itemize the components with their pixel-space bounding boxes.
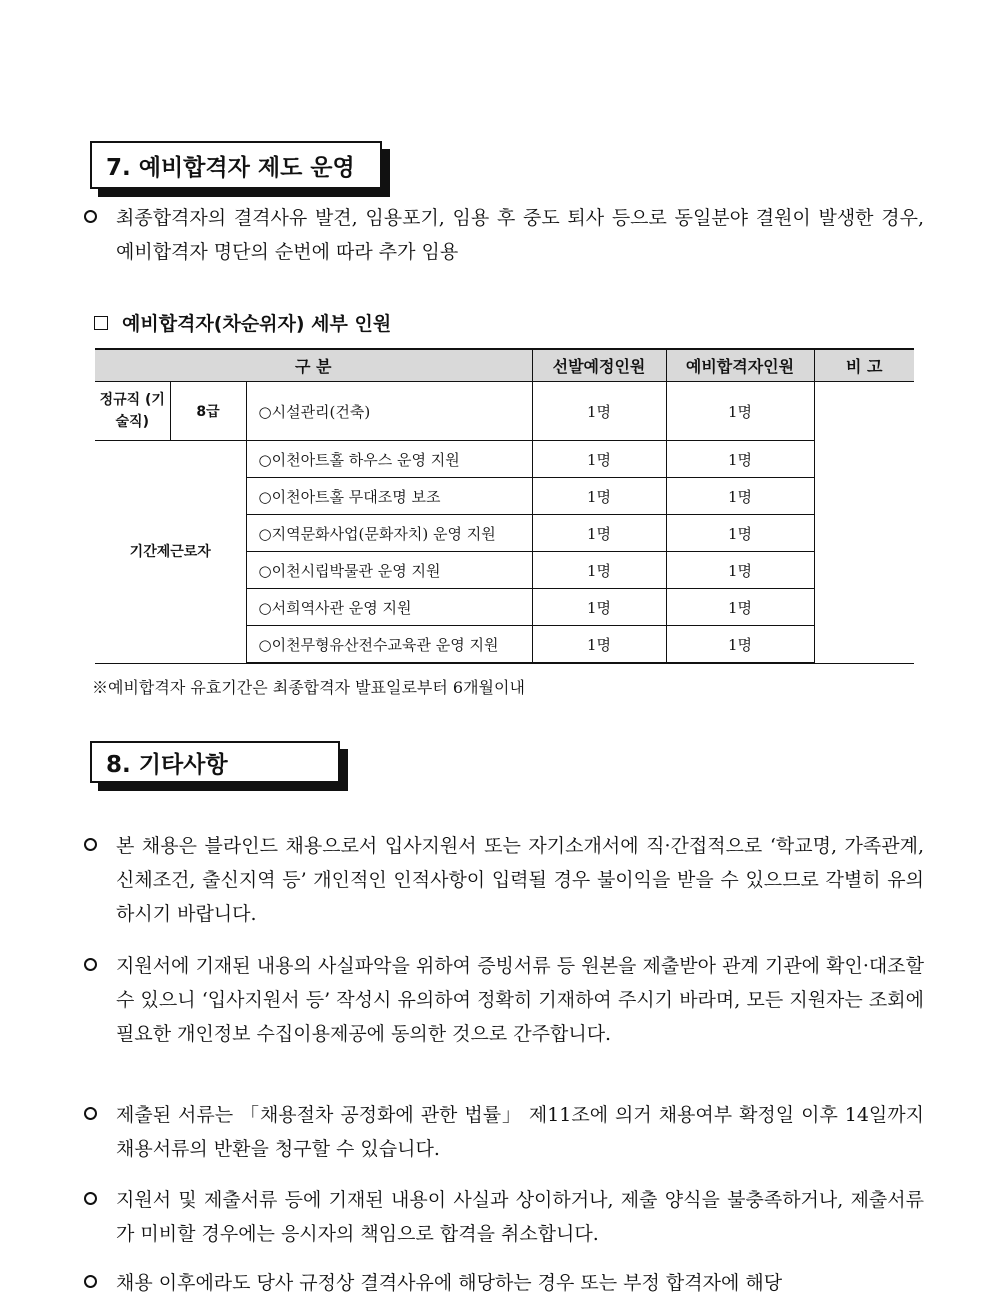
selected-cell: 1명 [532,589,666,626]
grade-cell: 8급 [170,382,246,441]
reserve-cell: 1명 [666,382,814,441]
subheading-text: 예비합격자(차순위자) 세부 인원 [122,313,392,335]
section-8-paragraph [84,1183,924,1251]
table-row [95,382,914,441]
circle-bullet-icon [84,1275,97,1288]
category-fixed-term: 기간제근로자 [95,441,246,664]
circle-bullet-icon [84,958,97,971]
section-8-paragraph [84,949,924,1051]
table-header-row [95,349,914,382]
reserve-cell: 1명 [666,552,814,589]
job-cell: ○서희역사관 운영 지원 [246,589,532,626]
job-cell: ○이천무형유산전수교육관 운영 지원 [246,626,532,664]
paragraph-text: 제출된 서류는 「채용절차 공정화에 관한 법률」 제11조에 의거 채용여부 확정일 이후 14일까지 채용서류의 반환을 청구할 수 있습니다. [116,1104,924,1160]
reserve-cell: 1명 [666,626,814,664]
paragraph-text: 지원서 및 제출서류 등에 기재된 내용이 사실과 상이하거나, 제출 양식을 불충족하거나, 제출서류가 미비할 경우에는 응시자의 책임으로 합격을 취소합니다. [116,1189,924,1245]
paragraph-text: 본 채용은 블라인드 채용으로서 입사지원서 또는 자기소개서에 직·간접적으로 ‘학교명, 가족관계, 신체조건, 출신지역 등’ 개인적인 인적사항이 입력될 경우 불이익을 받을 수 있으므로 각별히 유의하시기 바랍니다. [116,835,924,925]
selected-cell: 1명 [532,515,666,552]
header-note: 비 고 [814,349,914,382]
circle-bullet-icon [84,210,97,223]
circle-bullet-icon [84,1107,97,1120]
header-selected: 선발예정인원 [532,349,666,382]
header-category: 구 분 [95,349,532,382]
section-7-title: 7. 예비합격자 제도 운영 [90,141,382,189]
selected-cell: 1명 [532,478,666,515]
selected-cell: 1명 [532,441,666,478]
reserve-cell: 1명 [666,441,814,478]
selected-cell: 1명 [532,626,666,664]
paragraph-text: 지원서에 기재된 내용의 사실파악을 위하여 증빙서류 등 원본을 제출받아 관계 기관에 확인·대조할 수 있으니 ‘입사지원서 등’ 작성시 유의하여 정확히 기재하여 주시기 바라며, 모든 지원자는 조회에 필요한 개인정보 수집이용제공에 동의한 것으로 간주합니다. [116,955,924,1045]
section-8-paragraph [84,1098,924,1166]
selected-cell: 1명 [532,552,666,589]
paragraph-text: 최종합격자의 결격사유 발견, 임용포기, 임용 후 중도 퇴사 등으로 동일분야 결원이 발생한 경우, 예비합격자 명단의 순번에 따라 추가 임용 [116,207,924,263]
reserve-cell: 1명 [666,589,814,626]
reserve-table [95,348,914,664]
table-footnote: ※예비합격자 유효기간은 최종합격자 발표일로부터 6개월이내 [92,678,525,697]
section-8-paragraph [84,829,924,931]
selected-cell: 1명 [532,382,666,441]
section-8-title: 8. 기타사항 [90,741,340,783]
table-row [95,441,914,478]
job-cell: ○이천아트홀 하우스 운영 지원 [246,441,532,478]
category-regular: 정규직 (기술직) [95,382,170,441]
paragraph-text: 채용 이후에라도 당사 규정상 결격사유에 해당하는 경우 또는 부정 합격자에 해당 [116,1272,783,1294]
circle-bullet-icon [84,838,97,851]
reserve-cell: 1명 [666,515,814,552]
circle-bullet-icon [84,1192,97,1205]
reserve-cell: 1명 [666,478,814,515]
job-cell: ○이천시립박물관 운영 지원 [246,552,532,589]
square-bullet-icon [94,316,108,330]
section-7-paragraph [84,201,924,269]
job-cell: ○지역문화사업(문화자치) 운영 지원 [246,515,532,552]
job-cell: ○시설관리(건축) [246,382,532,441]
reserve-subheading [94,309,391,336]
section-8-paragraph [84,1266,924,1300]
job-cell: ○이천아트홀 무대조명 보조 [246,478,532,515]
header-reserve: 예비합격자인원 [666,349,814,382]
note-cell [814,382,914,664]
